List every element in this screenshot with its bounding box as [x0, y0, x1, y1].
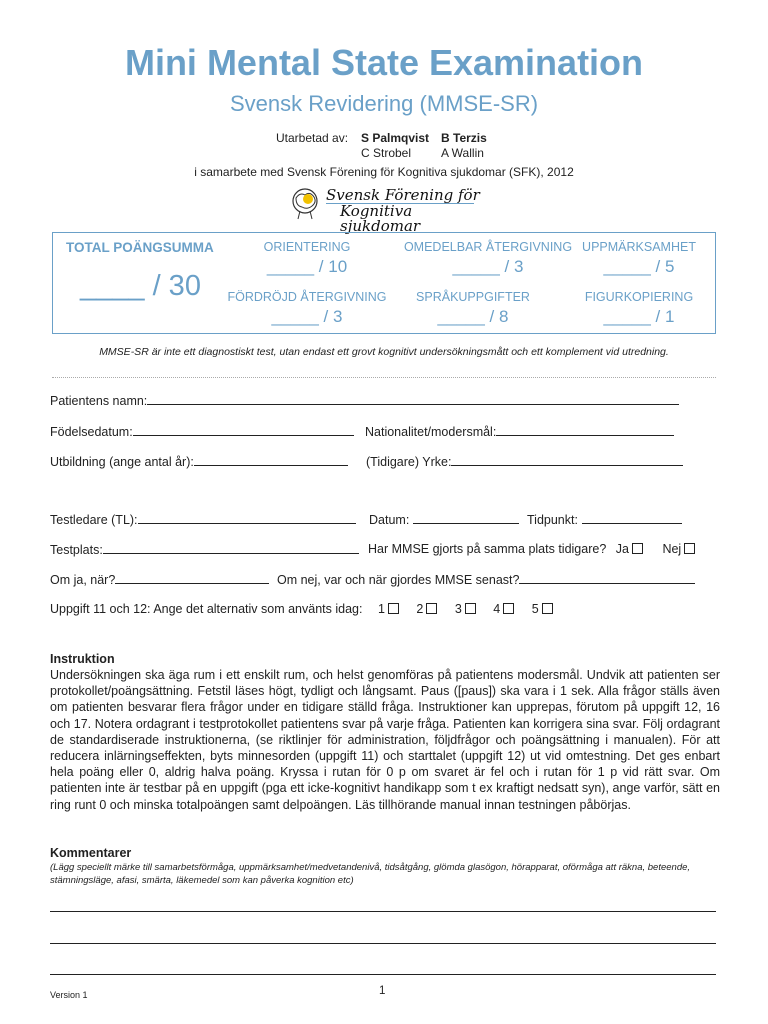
if-yes-field[interactable] — [115, 572, 269, 584]
task-alternative-label: Uppgift 11 och 12: Ange det alternativ som använts idag: — [50, 602, 363, 616]
if-no-label: Om nej, var och när gjordes MMSE senast? — [277, 573, 520, 587]
education-row — [50, 454, 348, 469]
profession-label: (Tidigare) Yrke: — [366, 455, 452, 469]
profession-field[interactable] — [451, 454, 683, 466]
yes-checkbox[interactable] — [632, 543, 643, 554]
patient-name-label: Patientens namn: — [50, 394, 148, 408]
yes-label: Ja — [615, 542, 629, 556]
if-no-row — [277, 572, 695, 587]
score-sprakuppgifter: _____ / 8 — [437, 307, 509, 326]
divider — [52, 377, 716, 378]
alt-2-label: 2 — [416, 602, 424, 616]
if-yes-label: Om ja, när? — [50, 573, 116, 587]
score-fordrojd-atergivning: _____ / 3 — [271, 307, 343, 326]
date-label: Datum: — [369, 513, 410, 527]
category-orientering: ORIENTERING — [263, 240, 351, 254]
test-leader-row — [50, 512, 356, 527]
nationality-field[interactable] — [496, 424, 674, 436]
page-subtitle: Svensk Revidering (MMSE-SR) — [229, 91, 539, 116]
total-score-value: ____ / 30 — [80, 270, 201, 302]
credits-label: Utarbetad av: — [276, 131, 349, 145]
version-label: Version 1 — [50, 990, 88, 1000]
category-sprakuppgifter: SPRÅKUPPGIFTER — [416, 290, 530, 304]
test-leader-label: Testledare (TL): — [50, 513, 138, 527]
logo-text-line1: Svensk Förening för — [326, 186, 480, 204]
category-omedelbar-atergivning: OMEDELBAR ÅTERGIVNING — [403, 240, 573, 254]
total-score-label: TOTAL POÄNGSUMMA — [66, 240, 214, 255]
education-label: Utbildning (ange antal år): — [50, 455, 194, 469]
author-2: C Strobel — [361, 146, 412, 160]
alt-5-checkbox[interactable] — [542, 603, 553, 614]
comment-line-3[interactable] — [50, 974, 716, 975]
patient-name-field[interactable] — [147, 393, 679, 405]
instructions-heading: Instruktion — [50, 652, 115, 666]
alt-3-checkbox[interactable] — [465, 603, 476, 614]
if-yes-row — [50, 572, 269, 587]
time-label: Tidpunkt: — [527, 513, 578, 527]
category-uppmarksamhet: UPPMÄRKSAMHET — [582, 240, 696, 254]
birthdate-row — [50, 424, 354, 439]
score-orientering: _____ / 10 — [266, 257, 348, 276]
same-place-question: Har MMSE gjorts på samma plats tidigare? — [368, 542, 607, 556]
score-uppmarksamhet: _____ / 5 — [603, 257, 675, 276]
same-place-row — [368, 542, 695, 556]
page-title: Mini Mental State Examination — [124, 42, 644, 83]
collaboration-text: i samarbete med Svensk Förening för Kognitiva sjukdomar (SFK), 2012 — [194, 165, 574, 179]
logo-text-line2: Kognitiva sjukdomar — [340, 202, 421, 235]
comment-line-2[interactable] — [50, 943, 716, 944]
test-place-row — [50, 542, 359, 557]
category-fordrojd-atergivning: FÖRDRÖJD ÅTERGIVNING — [227, 290, 387, 304]
alt-1-checkbox[interactable] — [388, 603, 399, 614]
test-place-label: Testplats: — [50, 543, 103, 557]
patient-name-row — [50, 393, 679, 408]
alt-3-label: 3 — [454, 602, 462, 616]
profession-row — [366, 454, 683, 469]
birthdate-field[interactable] — [133, 424, 354, 436]
nationality-row — [365, 424, 674, 439]
time-row — [527, 512, 682, 527]
comment-line-1[interactable] — [50, 911, 716, 912]
logo-underline — [326, 203, 474, 204]
alt-4-checkbox[interactable] — [503, 603, 514, 614]
task-alternative-row — [50, 602, 553, 616]
disclaimer-text: MMSE-SR är inte ett diagnostiskt test, utan endast ett grovt kognitivt undersökningsmått och ett komplement vid utredning. — [99, 346, 669, 358]
test-place-field[interactable] — [103, 542, 359, 554]
alt-4-label: 4 — [493, 602, 501, 616]
author-4: A Wallin — [441, 146, 484, 160]
time-field[interactable] — [582, 512, 682, 524]
comments-note: (Lägg speciellt märke till samarbetsförmåga, uppmärksamhet/medvetandenivå, tidsåtgång, glömda glasögon, hörapparat, oförmåga att räkna, beteende, stämningsläge, afasi, smärta, läkemedel som kan påverka kognition etc) — [50, 862, 691, 886]
no-label: Nej — [662, 542, 682, 556]
test-leader-field[interactable] — [138, 512, 356, 524]
score-figurkopiering: _____ / 1 — [603, 307, 675, 326]
instructions-body: Undersökningen ska äga rum i ett enskilt rum, och helst genomföras på patientens modersmål. Undvik att patienten ser protokollet/poängsättning. Fetstil läses högt, tydligt och långsamt. Paus ([paus]) ska vara i 1 sek. Alla frågor ställs även om patienten besvarar flera frågor under en tidigare ställd fråga. Instruktioner kan upprepas, förutom på uppgift 12, 16 och 17. Notera ordagrant i testprotokollet patientens svar på varje fråga. Patienten kan korrigera sina svar. Följ ordagrant de standardiserade instruktionerna, (se riktlinjer för administration, följdfrågor och poängsättning i manualen). För att reducera inlärningseffekten, byts minnesorden (uppgift 11) och starttalet (uppgift 12) ut vid omtestning. Det ges enbart hela poäng eller 0, aldrig halva poäng. Kryssa i rutan för 0 p om svaret är fel och i rutan för 1 p vid rätt svar. Om patienten inte är testbar på en uppgift (pga ett icke-kognitivt handikapp som t ex kraftigt nedsatt syn), ange varför, sätt en ring runt 0 och minska totalpoängen samt delpoängen. Läs tillhörande manual innan testningen påbörjas. — [50, 668, 720, 812]
sfk-logo — [290, 186, 480, 235]
brain-logo-icon — [290, 186, 320, 220]
alt-5-label: 5 — [531, 602, 539, 616]
comments-heading: Kommentarer — [50, 846, 132, 860]
nationality-label: Nationalitet/modersmål: — [365, 425, 497, 439]
education-field[interactable] — [194, 454, 348, 466]
if-no-field[interactable] — [519, 572, 695, 584]
alt-2-checkbox[interactable] — [426, 603, 437, 614]
category-figurkopiering: FIGURKOPIERING — [584, 290, 694, 304]
alt-1-label: 1 — [377, 602, 385, 616]
date-field[interactable] — [413, 512, 519, 524]
birthdate-label: Födelsedatum: — [50, 425, 133, 439]
score-omedelbar-atergivning: _____ / 3 — [452, 257, 524, 276]
author-1: S Palmqvist — [361, 131, 430, 145]
no-checkbox[interactable] — [684, 543, 695, 554]
author-3: B Terzis — [441, 131, 487, 145]
page-number: 1 — [379, 985, 386, 997]
date-row — [369, 512, 519, 527]
